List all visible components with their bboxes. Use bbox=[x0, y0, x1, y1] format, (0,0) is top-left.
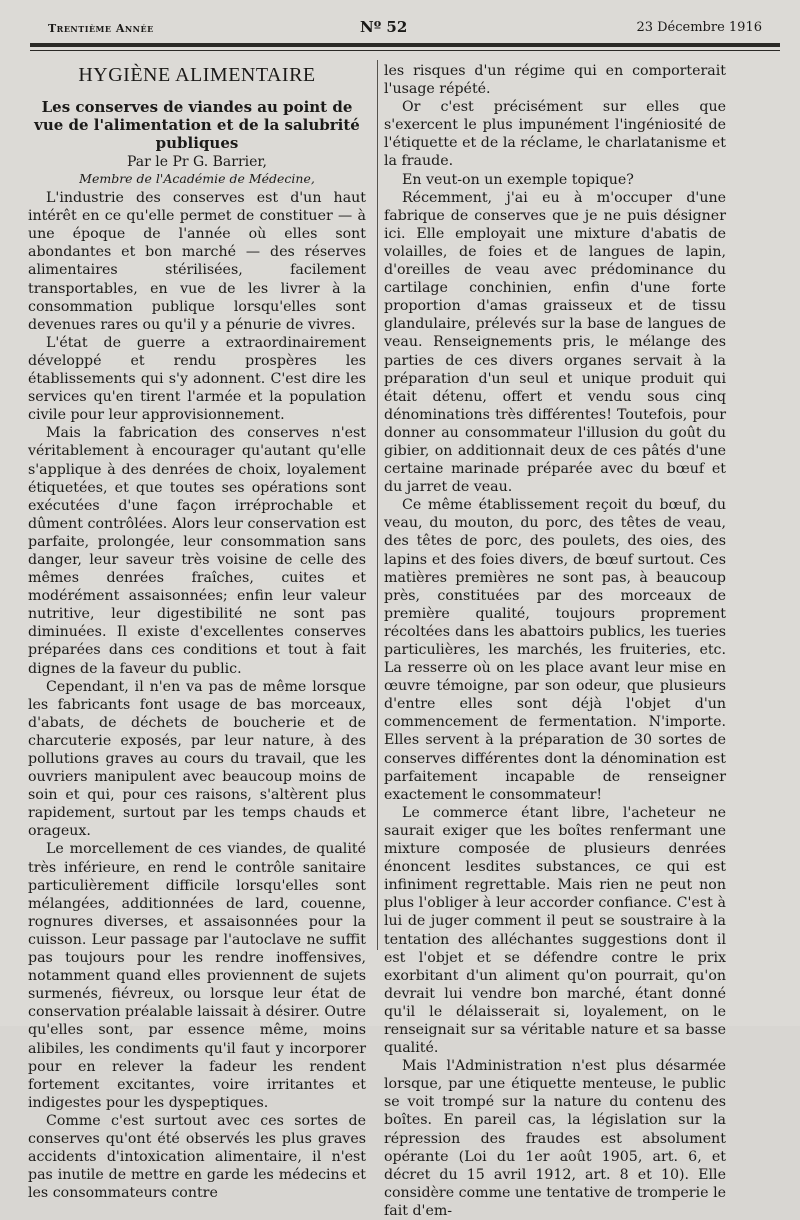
header-rule-thick bbox=[30, 43, 780, 47]
paragraph: Ce même établissement reçoit du bœuf, du veau, du mouton, du porc, des têtes de veau, des têtes de porc, des poulets, des oies, des lapins et des foies divers, de bœuf surtout. Ces matières premières ne sont pas, à beaucoup près, constituées par des morceaux de première qualité, toujours proprement récoltées dans les abattoirs publics, les tueries particulières, les marchés, les fruiteries, etc. La resserre où on les place avant leur mise en œuvre témoigne, par son odeur, que plusieurs d'entre elles sont déjà l'objet d'un commencement de fermentation. N'importe. Elles servent à la préparation de 30 sortes de conserves différentes dont la dénomination est parfaitement incapable de renseigner exactement le consommateur! bbox=[384, 497, 726, 803]
header-rule-thin bbox=[30, 50, 780, 51]
paragraph: L'industrie des conserves est d'un haut intérêt en ce qu'elle permet de constituer — à une époque de l'année où elles sont abondantes et bon marché — des réserves alimentaires stérilisées, facilement transportables, en vue de les livrer à la consommation publique lorsqu'elles sont devenues rares ou qu'il y a pénurie de vivres. bbox=[28, 190, 366, 333]
article-byline: Par le Pr G. Barrier, bbox=[126, 154, 268, 171]
paragraph: Le morcellement de ces viandes, de qualité très inférieure, en rend le contrôle sanitaire particulièrement difficile lorsqu'elles sont mélangées, additionnées de lard, couenne, rognures diverses, et assaisonnées pour la cuisson. Leur passage par l'autoclave ne suffit pas toujours pour les rendre inoffensives, notamment quand elles proviennent de sujets surmenés, fiévreux, ou lorsque leur état de conservation préalable laissait à désirer. Outre qu'elles sont, par essence même, moins alibiles, les condiments qu'il faut y incorporer pour en relever la fadeur les rendent fortement excitantes, voire irritantes et indigestes pour les dyspeptiques. bbox=[28, 841, 366, 1111]
left-column bbox=[28, 62, 366, 1202]
page-header bbox=[30, 18, 770, 40]
issue-date: 23 Décembre 1916 bbox=[636, 20, 762, 35]
issue-number: Nº 52 bbox=[360, 18, 408, 36]
paragraph: Le commerce étant libre, l'acheteur ne saurait exiger que les boîtes renfermant une mixture composée de plusieurs denrées énoncent lesdites substances, ce qui est infiniment regrettable. Mais rien ne peut non plus l'obliger à leur accorder confiance. C'est à lui de juger comment il peut se soustraire à la tentation des alléchantes suggestions dont il est l'objet et se défendre contre le prix exorbitant d'un aliment qu'on pourrait, qu'on devrait lui vendre bon marché, étant donné qu'il le délaisserait si, loyalement, on le renseignait sur sa véritable nature et sa basse qualité. bbox=[384, 804, 726, 1057]
paragraph: Mais la fabrication des conserves n'est véritablement à encourager qu'autant qu'elle s'applique à des denrées de choix, loyalement étiquetées, et que toutes ses opérations sont exécutées d'une façon irréprochable et dûment contrôlées. Alors leur conservation est parfaite, prolongée, leur consommation sans danger, leur saveur très voisine de celle des mêmes denrées fraîches, cuites et modérément assaisonnées; enfin leur valeur nutritive, leur digestibilité ne sont pas diminuées. Il existe d'excellentes conserves préparées dans ces conditions et tout à fait dignes de la faveur du public. bbox=[28, 425, 366, 677]
paragraph: Or c'est précisément sur elles que s'exercent le plus impunément l'ingéniosité de l'étiquette et de la réclame, le charlatanisme et la fraude. bbox=[384, 99, 726, 170]
column-divider bbox=[377, 60, 378, 950]
article-title: Les conserves de viandes au point de vue de l'alimentation et de la salubrité publiques bbox=[34, 98, 360, 153]
paragraph: Cependant, il n'en va pas de même lorsque les fabricants font usage de bas morceaux, d'abats, de déchets de boucherie et de charcuterie exposés, par leur nature, à des pollutions graves au cours du travail, que les ouvriers manipulent avec beaucoup moins de soin et qui, pour ces raisons, s'altèrent plus rapidement, surtout par les temps chauds et orageux. bbox=[28, 678, 366, 840]
paragraph: Récemment, j'ai eu à m'occuper d'une fabrique de conserves que je ne puis désigner ici. Elle employait une mixture d'abatis de volailles, de foies et de langues de lapin, d'oreilles de veau avec prédominance du cartilage conchinien, enfin d'une forte proportion d'amas graisseux et de tissu glandulaire, prélevés sur la base de langues de veau. Renseignements pris, le mélange des parties de ces divers organes servait à la préparation d'un seul et unique produit qui était détenu, offert et vendu sous cinq dénominations très différentes! Toutefois, pour donner au consommateur l'illusion du goût du gibier, on additionnait deux de ces pâtés d'une certaine marinade préparée avec du bœuf et du jarret de veau. bbox=[384, 189, 726, 496]
volume-label: Trentième Année bbox=[48, 22, 154, 35]
author-affiliation: Membre de l'Académie de Médecine, bbox=[79, 171, 315, 187]
paragraph: En veut-on un exemple topique? bbox=[402, 171, 634, 188]
section-title: HYGIÈNE ALIMENTAIRE bbox=[78, 64, 316, 86]
paragraph: Mais l'Administration n'est plus désarmée lorsque, par une étiquette menteuse, le public se voit trompé sur la nature du contenu des boîtes. En pareil cas, la législation sur la répression des fraudes est absolument opérante (Loi du 1er août 1905, art. 6, et décret du 15 avril 1912, art. 8 et 10). Elle considère comme une tentative de tromperie le fait d'em- bbox=[384, 1058, 726, 1219]
paragraph-continued: les risques d'un régime qui en comporterait l'usage répété. bbox=[384, 63, 726, 98]
paragraph: Comme c'est surtout avec ces sortes de conserves qu'ont été observés les plus graves accidents d'intoxication alimentaire, il n'est pas inutile de mettre en garde les médecins et les consommateurs contre bbox=[28, 1112, 366, 1202]
right-column bbox=[384, 62, 726, 1220]
paragraph: L'état de guerre a extraordinairement développé et rendu prospères les établissements qui s'y adonnent. C'est dire les services qu'en tirent l'armée et la population civile pour leur approvisionnement. bbox=[28, 334, 366, 424]
